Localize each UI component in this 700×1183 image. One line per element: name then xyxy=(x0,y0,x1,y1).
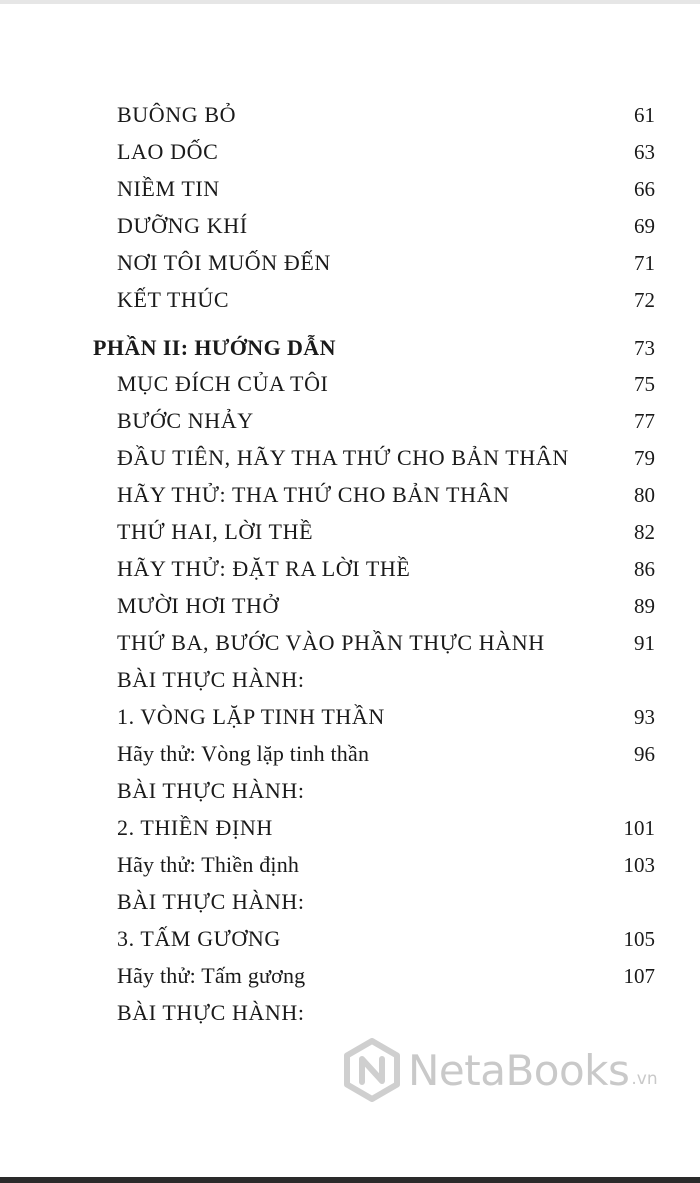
toc-entry xyxy=(0,514,700,550)
toc-entry-page-number: 71 xyxy=(634,251,655,275)
toc-entry xyxy=(0,884,700,920)
toc-entry-page-number: 80 xyxy=(634,483,655,507)
toc-entry-title: 3. TẤM GƯƠNG xyxy=(117,926,281,951)
toc-entry xyxy=(0,847,700,883)
toc-entry xyxy=(0,477,700,513)
toc-entry xyxy=(0,625,700,661)
toc-entry-title: THỨ BA, BƯỚC VÀO PHẦN THỰC HÀNH xyxy=(117,630,545,655)
toc-entry xyxy=(0,282,700,318)
toc-entry-title: DƯỠNG KHÍ xyxy=(117,213,248,238)
toc-entry-title: MỤC ĐÍCH CỦA TÔI xyxy=(117,371,329,396)
toc-entry-page-number: 105 xyxy=(623,927,655,951)
toc-entry-page-number: 75 xyxy=(634,372,655,396)
toc-entry xyxy=(0,208,700,244)
toc-entry xyxy=(0,366,700,402)
toc-entry-title: ĐẦU TIÊN, HÃY THA THỨ CHO BẢN THÂN xyxy=(117,445,569,470)
toc-entry xyxy=(0,921,700,957)
toc-entry-page-number: 82 xyxy=(634,520,655,544)
toc-entry xyxy=(0,662,700,698)
toc-entry xyxy=(0,736,700,772)
page-bottom-edge xyxy=(0,1177,700,1183)
page-top-edge xyxy=(0,0,700,4)
toc-entry-title: Hãy thử: Vòng lặp tinh thần xyxy=(117,741,370,766)
toc-entry-title: BÀI THỰC HÀNH: xyxy=(117,667,305,692)
toc-entry-page-number: 66 xyxy=(634,177,655,201)
toc-entry-title: NIỀM TIN xyxy=(117,176,220,201)
toc-entry xyxy=(0,958,700,994)
toc-entry-page-number: 93 xyxy=(634,705,655,729)
toc-entry-title: THỨ HAI, LỜI THỀ xyxy=(117,519,314,544)
toc-entry-title: PHẦN II: HƯỚNG DẪN xyxy=(93,335,336,360)
toc-entry-page-number: 103 xyxy=(623,853,655,877)
toc-entry-title: 2. THIỀN ĐỊNH xyxy=(117,815,273,840)
toc-entry-page-number: 91 xyxy=(634,631,655,655)
toc-entry xyxy=(0,403,700,439)
toc-entry-page-number: 101 xyxy=(623,816,655,840)
watermark-suffix: .vn xyxy=(631,1069,658,1089)
toc-entry-title: MƯỜI HƠI THỞ xyxy=(117,593,279,618)
toc-entry-page-number: 77 xyxy=(634,409,655,433)
toc-entry-title: LAO DỐC xyxy=(117,139,219,164)
watermark-brand: NetaBooks xyxy=(408,1045,630,1095)
toc-entry-title: BƯỚC NHẢY xyxy=(117,408,254,433)
toc-entry xyxy=(0,810,700,846)
toc-entry-page-number: 63 xyxy=(634,140,655,164)
toc-entry xyxy=(0,773,700,809)
toc-entry-title: KẾT THÚC xyxy=(117,287,230,312)
toc-entry xyxy=(0,171,700,207)
toc-entry-page-number: 69 xyxy=(634,214,655,238)
toc-entry xyxy=(0,245,700,281)
toc-entry-title: Hãy thử: Tấm gương xyxy=(117,963,306,988)
netabooks-logo-icon xyxy=(340,1038,404,1102)
watermark xyxy=(340,1025,658,1115)
toc-entry-title: HÃY THỬ: ĐẶT RA LỜI THỀ xyxy=(117,556,411,581)
toc-entry-title: BÀI THỰC HÀNH: xyxy=(117,1000,305,1025)
toc-entry xyxy=(0,699,700,735)
toc-entry-page-number: 61 xyxy=(634,103,655,127)
toc-entry-page-number: 86 xyxy=(634,557,655,581)
toc-entry-title: BÀI THỰC HÀNH: xyxy=(117,889,305,914)
toc-entry-title: 1. VÒNG LẶP TINH THẦN xyxy=(117,704,385,729)
toc-entry xyxy=(0,134,700,170)
toc-entry xyxy=(0,551,700,587)
toc-entry-page-number: 96 xyxy=(634,742,655,766)
toc-entry-page-number: 73 xyxy=(634,336,655,360)
toc-entry-page-number: 72 xyxy=(634,288,655,312)
toc-entry-title: Hãy thử: Thiền định xyxy=(117,852,300,877)
toc-entry-page-number: 79 xyxy=(634,446,655,470)
toc-part-heading xyxy=(0,330,700,366)
toc-entry xyxy=(0,97,700,133)
toc-entry-title: HÃY THỬ: THA THỨ CHO BẢN THÂN xyxy=(117,482,510,507)
toc-entry-page-number: 107 xyxy=(623,964,655,988)
toc-entry xyxy=(0,588,700,624)
toc-entry xyxy=(0,440,700,476)
toc-entry-title: BÀI THỰC HÀNH: xyxy=(117,778,305,803)
toc-entry-title: BUÔNG BỎ xyxy=(117,102,237,127)
toc-entry-title: NƠI TÔI MUỐN ĐẾN xyxy=(117,250,331,275)
toc-entry-page-number: 89 xyxy=(634,594,655,618)
